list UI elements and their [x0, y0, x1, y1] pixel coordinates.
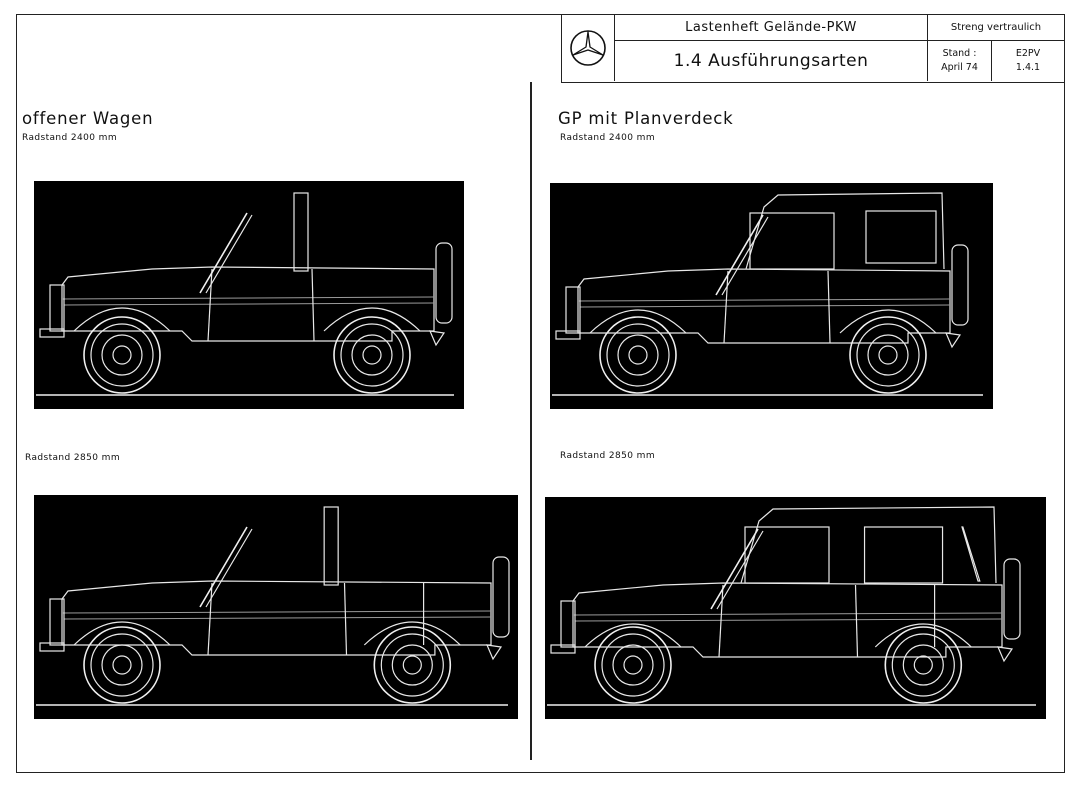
windshield-frame	[716, 215, 763, 295]
belt-line-lower	[580, 305, 950, 307]
belt-line	[62, 611, 491, 613]
front-window	[750, 213, 834, 269]
belt-line	[62, 297, 434, 299]
rear-window	[866, 211, 936, 263]
front-wheel-rim	[91, 324, 153, 386]
drawing-canvas-long-wheelbase	[545, 497, 1046, 719]
front-wheel-arch	[74, 308, 170, 331]
rear-wheel-hub-ring	[392, 645, 432, 685]
rear-bumper	[946, 333, 960, 347]
right-bottom-caption: Radstand 2850 mm	[560, 451, 655, 461]
middle-window	[865, 527, 943, 583]
windshield-frame	[200, 527, 247, 607]
front-wheel-rim	[602, 634, 664, 696]
rear-wheel-rim	[892, 634, 954, 696]
document-title: Lastenheft Gelände-PKW	[615, 14, 927, 41]
rear-wheel	[334, 317, 410, 393]
front-window	[745, 527, 829, 583]
windshield-frame-inner	[722, 217, 768, 295]
column-divider	[530, 82, 532, 760]
rear-bumper	[430, 331, 444, 345]
front-wheel-hub-ring	[102, 645, 142, 685]
front-wheel-hub	[629, 346, 647, 364]
windshield-frame	[711, 529, 758, 609]
drawing-canvas-short-wheelbase	[550, 183, 993, 409]
door-line-b	[312, 269, 314, 341]
stand-label: Stand :	[942, 48, 977, 59]
rear-wheel	[850, 317, 926, 393]
spare-wheel	[436, 243, 452, 323]
title-block	[561, 14, 1065, 83]
drawing-open-long-wheelbase	[34, 495, 518, 719]
door-line-b	[345, 583, 347, 655]
canvas-roof	[746, 193, 944, 269]
rear-wheel-hub	[914, 656, 932, 674]
front-bumper	[40, 329, 64, 337]
spare-wheel	[952, 245, 968, 325]
title-block-center	[615, 14, 928, 81]
front-bumper	[551, 645, 575, 653]
drawing-open-short-wheelbase	[34, 181, 464, 409]
rear-wheel-hub	[363, 346, 381, 364]
title-block-right	[928, 14, 1064, 81]
front-wheel-hub-ring	[102, 335, 142, 375]
rear-wheel	[885, 627, 961, 703]
doc-code: E2PV	[1015, 48, 1041, 59]
canvas-roof	[741, 507, 996, 583]
front-wheel-hub-ring	[618, 335, 658, 375]
front-wheel	[600, 317, 676, 393]
rear-wheel-rim	[341, 324, 403, 386]
spare-wheel	[493, 557, 509, 637]
rear-bumper	[487, 645, 501, 659]
belt-line	[578, 299, 950, 301]
windshield-frame-inner	[206, 529, 252, 607]
right-top-caption: Radstand 2400 mm	[560, 133, 655, 143]
doc-page-number: 1.4.1	[1015, 62, 1041, 73]
rear-wheel-arch	[324, 308, 420, 331]
front-wheel	[595, 627, 671, 703]
mercedes-star-logo	[562, 14, 615, 81]
front-wheel-rim	[91, 634, 153, 696]
left-top-caption: Radstand 2400 mm	[22, 133, 117, 143]
rear-wheel-hub	[403, 656, 421, 674]
rear-wheel	[374, 627, 450, 703]
belt-line-lower	[575, 619, 1002, 621]
stand-date: April 74	[941, 62, 978, 73]
rear-wheel-rim	[381, 634, 443, 696]
spare-wheel	[1004, 559, 1020, 639]
windshield-frame-inner	[717, 531, 763, 609]
front-wheel-hub	[113, 346, 131, 364]
front-wheel-arch	[590, 310, 686, 333]
rear-wheel-rim	[857, 324, 919, 386]
windshield-frame-inner	[206, 215, 252, 293]
front-wheel-hub	[113, 656, 131, 674]
belt-line-lower	[64, 303, 434, 305]
door-line-b	[828, 271, 830, 343]
left-heading: offener Wagen	[22, 109, 154, 128]
rear-wheel-hub-ring	[868, 335, 908, 375]
belt-line-lower	[64, 617, 491, 619]
windshield-frame	[200, 213, 247, 293]
rear-wheel-hub	[879, 346, 897, 364]
confidentiality-label: Streng vertraulich	[928, 14, 1064, 41]
right-heading: GP mit Planverdeck	[558, 109, 734, 128]
rear-wheel-hub-ring	[903, 645, 943, 685]
rear-window	[962, 527, 980, 581]
belt-line	[573, 613, 1002, 615]
front-bumper	[40, 643, 64, 651]
roll-bar	[324, 507, 338, 585]
doc-code-cell	[992, 41, 1064, 81]
front-wheel	[84, 317, 160, 393]
door-line-b	[856, 585, 858, 657]
front-bumper	[556, 331, 580, 339]
front-wheel-hub-ring	[613, 645, 653, 685]
rear-wheel-arch	[840, 310, 936, 333]
stand-cell	[928, 41, 992, 81]
front-wheel	[84, 627, 160, 703]
front-wheel-hub	[624, 656, 642, 674]
section-title: 1.4 Ausführungsarten	[673, 51, 869, 71]
left-bottom-caption: Radstand 2850 mm	[25, 453, 120, 463]
rear-bumper	[998, 647, 1012, 661]
roll-bar	[294, 193, 308, 271]
